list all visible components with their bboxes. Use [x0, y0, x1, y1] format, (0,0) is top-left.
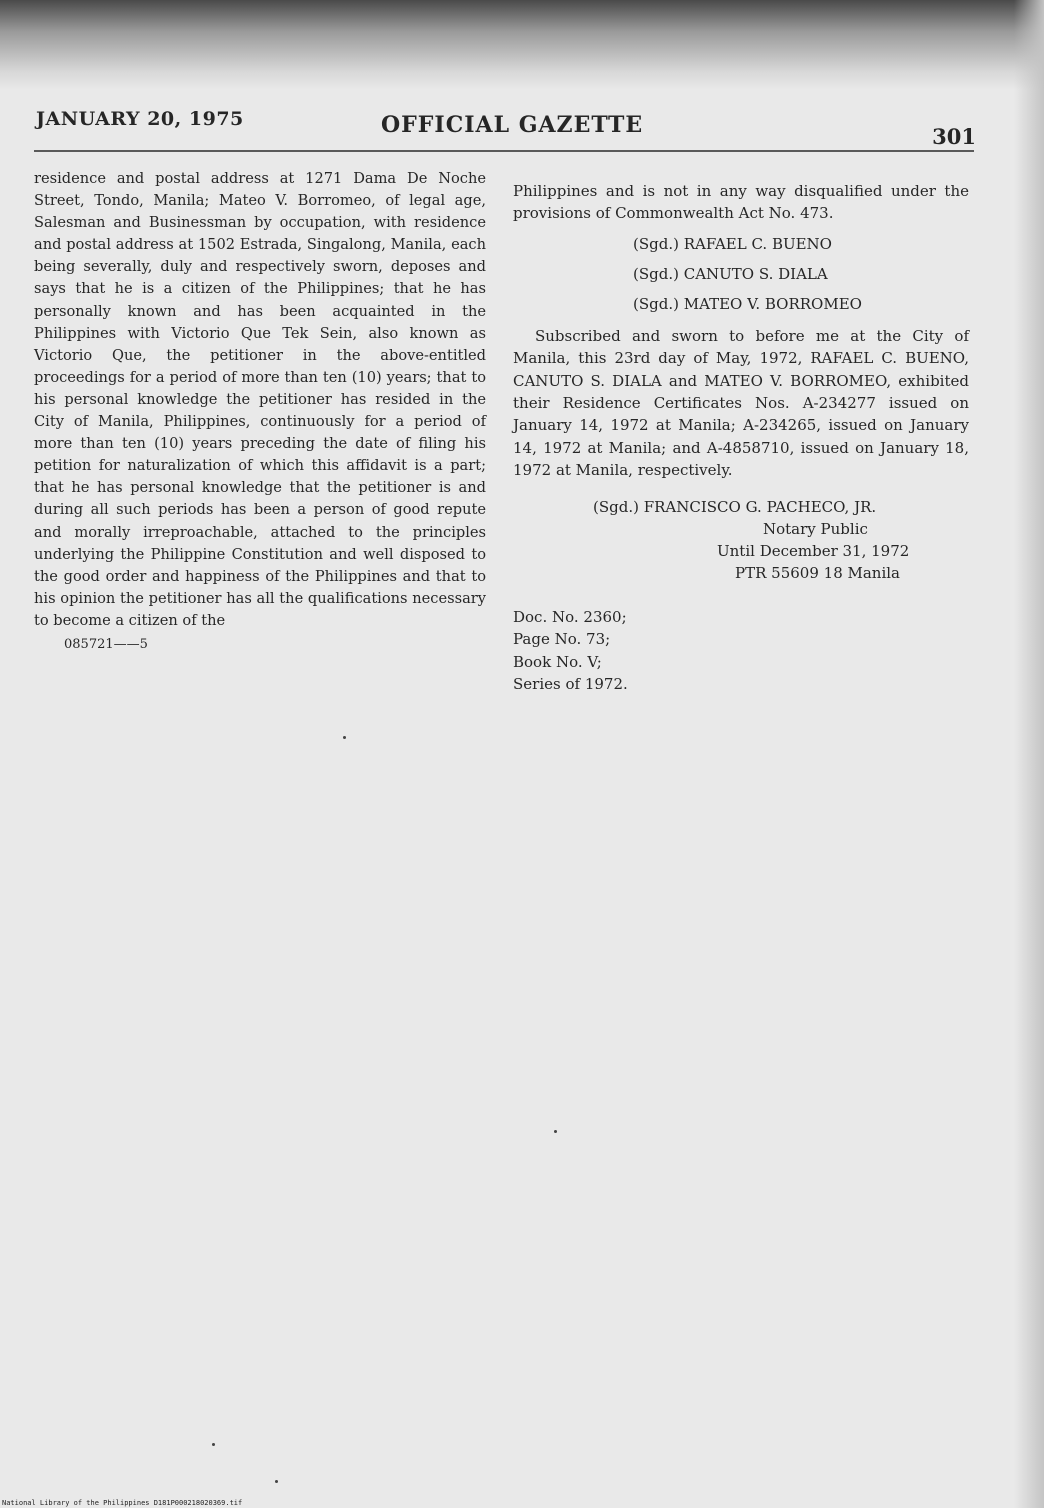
- scan-speck: [212, 1443, 215, 1446]
- right-column: [513, 180, 969, 696]
- scan-speck: [275, 1480, 278, 1483]
- doc-ref-line: Page No. 73;: [513, 630, 611, 649]
- scan-shadow-right: [1014, 0, 1044, 1508]
- scan-speck: [554, 1130, 557, 1133]
- doc-ref-line: Doc. No. 2360;: [513, 607, 627, 626]
- jurat-paragraph: Subscribed and sworn to before me at the City of Manila, this 23rd day of May, 1972, RAFAEL C. BUENO, CANUTO S. DIALA and MATEO V. BORROMEO, exhibited their Residence Certificates Nos. A-234277 issued on January 14, 1972 at Manila; A-234265, issued on January 14, 1972 at Manila; and A-4858710, issued on January 18, 1972 at Manila, respectively.: [513, 326, 969, 480]
- left-column: [34, 168, 486, 656]
- notary-block: [513, 496, 969, 584]
- footnote: 085721——5: [64, 636, 148, 652]
- scan-footer: National Library of the Philippines D181P000218020369.tif: [2, 1499, 243, 1507]
- affidavit-paragraph: residence and postal address at 1271 Dama De Noche Street, Tondo, Manila; Mateo V. Borromeo, of legal age, Salesman and Businessman by occupation, with residence and postal address at 1502 Estrada, Singalong, Manila, each being severally, duly and respectively sworn, deposes and says that he is a citizen of the Philippines; that he has personally known and has been acquainted in the Philippines with Victorio Que Tek Sein, also known as Victorio Que, the petitioner in the above-entitled proceedings for a period of more than ten (10) years; that to his personal knowledge the petitioner has resided in the City of Manila, Philippines, continuously for a period of more than ten (10) years preceding the date of filing his petition for naturalization of which this affidavit is a part; that he has personal knowledge that the petitioner is and during all such periods has been a person of good repute and morally irreproachable, attached to the principles underlying the Philippine Constitution and well disposed to the good order and happiness of the Philippines and that to his opinion the petitioner has all the qualifications necessary to become a citizen of the: [34, 170, 486, 629]
- notary-name: (Sgd.) FRANCISCO G. PACHECO, JR.: [593, 497, 877, 516]
- signature-line: (Sgd.) RAFAEL C. BUENO: [633, 234, 832, 253]
- doc-ref-line: Series of 1972.: [513, 675, 628, 694]
- signature-line: (Sgd.) MATEO V. BORROMEO: [633, 294, 862, 313]
- page-number: 301: [932, 124, 976, 149]
- page-header: [36, 108, 976, 148]
- document-reference: [513, 606, 969, 696]
- header-date: JANUARY 20, 1975: [36, 108, 244, 130]
- doc-ref-line: Book No. V;: [513, 652, 602, 671]
- header-title: OFFICIAL GAZETTE: [381, 112, 644, 138]
- notary-title: Notary Public: [763, 519, 868, 538]
- continuation-paragraph: Philippines and is not in any way disqualified under the provisions of Commonwealth Act No. 473.: [513, 182, 969, 223]
- notary-until: Until December 31, 1972: [717, 541, 910, 560]
- signature-line: (Sgd.) CANUTO S. DIALA: [633, 264, 828, 283]
- signature-block: [513, 233, 969, 315]
- scan-speck: [343, 736, 346, 739]
- notary-ptr: PTR 55609 18 Manila: [735, 563, 900, 582]
- header-rule: [34, 150, 974, 152]
- scan-shadow-top: [0, 0, 1044, 90]
